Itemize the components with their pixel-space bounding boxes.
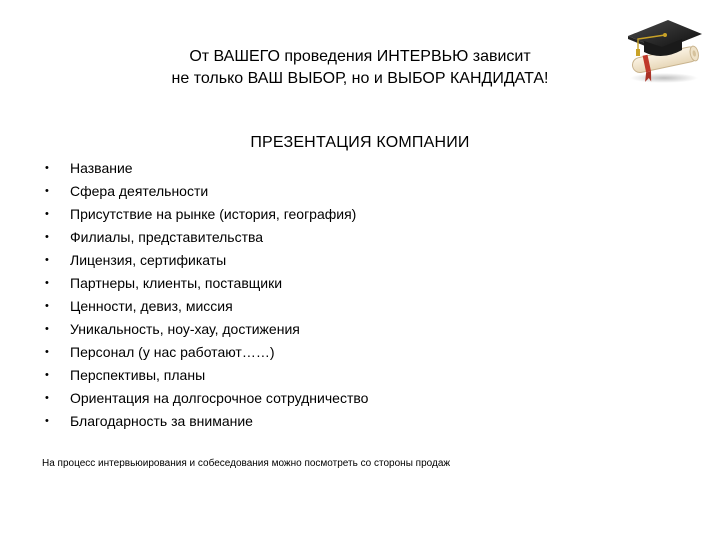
graduation-cap-with-diploma-icon: [622, 14, 704, 86]
list-item-text: Филиалы, представительства: [70, 229, 264, 245]
list-item-text: Лицензия, сертификаты: [70, 252, 227, 268]
list-item-text: Сфера деятельности: [70, 183, 209, 199]
section-title: ПРЕЗЕНТАЦИЯ КОМПАНИИ: [250, 134, 470, 151]
list-item-text: Уникальность, ноу-хау, достижения: [70, 321, 300, 337]
headline-line-2: не только ВАШ ВЫБОР, но и ВЫБОР КАНДИДАТА!: [171, 70, 549, 87]
list-item-text: Название: [70, 160, 133, 176]
list-item-text: Благодарность за внимание: [70, 413, 253, 429]
list-item-text: Присутствие на рынке (история, география): [70, 206, 357, 222]
bullet-icon: •: [45, 323, 49, 335]
bullet-icon: •: [45, 231, 49, 243]
list-item-text: Персонал (у нас работают……): [70, 344, 275, 360]
bullet-icon: •: [45, 162, 49, 174]
headline: [100, 46, 620, 90]
list-item-text: Ориентация на долгосрочное сотрудничество: [70, 390, 369, 406]
bullet-icon: •: [45, 300, 49, 312]
bullet-icon: •: [45, 415, 49, 427]
bullet-icon: •: [45, 185, 49, 197]
footnote: На процесс интервьюирования и собеседования можно посмотреть со стороны продаж: [42, 458, 451, 469]
bullet-icon: •: [45, 392, 49, 404]
list-item-text: Партнеры, клиенты, поставщики: [70, 275, 283, 291]
headline-line-1: От ВАШЕГО проведения ИНТЕРВЬЮ зависит: [189, 48, 531, 65]
list-item-text: Ценности, девиз, миссия: [70, 298, 233, 314]
bullet-icon: •: [45, 254, 49, 266]
bullet-icon: •: [45, 277, 49, 289]
bullet-icon: •: [45, 346, 49, 358]
list-item-text: Перспективы, планы: [70, 367, 206, 383]
bullet-icon: •: [45, 208, 49, 220]
bullet-icon: •: [45, 369, 49, 381]
